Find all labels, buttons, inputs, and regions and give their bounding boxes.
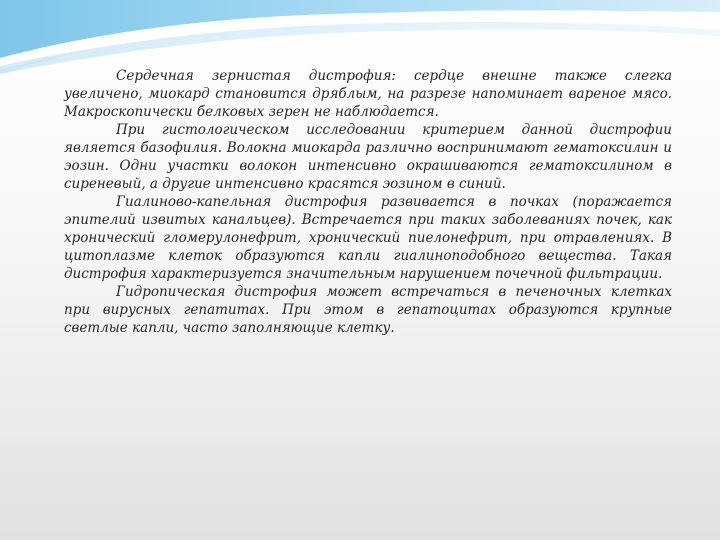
paragraph-cardiac-granular: Сердечная зернистая дистрофия: сердце внешне также слегка увеличено, миокард становится дряблым, на разрезе напоминает вареное мясо. Макроскопически белковых зерен не наблюдается. [64,68,672,120]
paragraph-histology: При гистологическом исследовании критерием данной дистрофии является базофилия. Волокна миокарда различно воспринимают гематоксилин и эозин. Одни участки волокон интенсивно окрашиваются гематоксилином в сиреневый, а другие интенсивно красятся эозином в синий. [64,122,672,192]
text-body [64,67,672,337]
paragraph-hyaline-droplet: Гиалиново-капельная дистрофия развивается в почках (поражается эпителий извитых канальцев). Встречается при таких заболеваниях почек, как хронический гломерулонефрит, хронический пиелонефрит, при отравлениях. В цитоплазме клеток образуются капли гиалиноподобного вещества. Такая дистрофия характеризуется значительным нарушением почечной фильтрации. [64,194,672,282]
paragraph-hydropic: Гидропическая дистрофия может встречаться в печеночных клетках при вирусных гепатитах. При этом в гепатоцитах образуются крупные светлые капли, часто заполняющие клетку. [64,284,672,336]
